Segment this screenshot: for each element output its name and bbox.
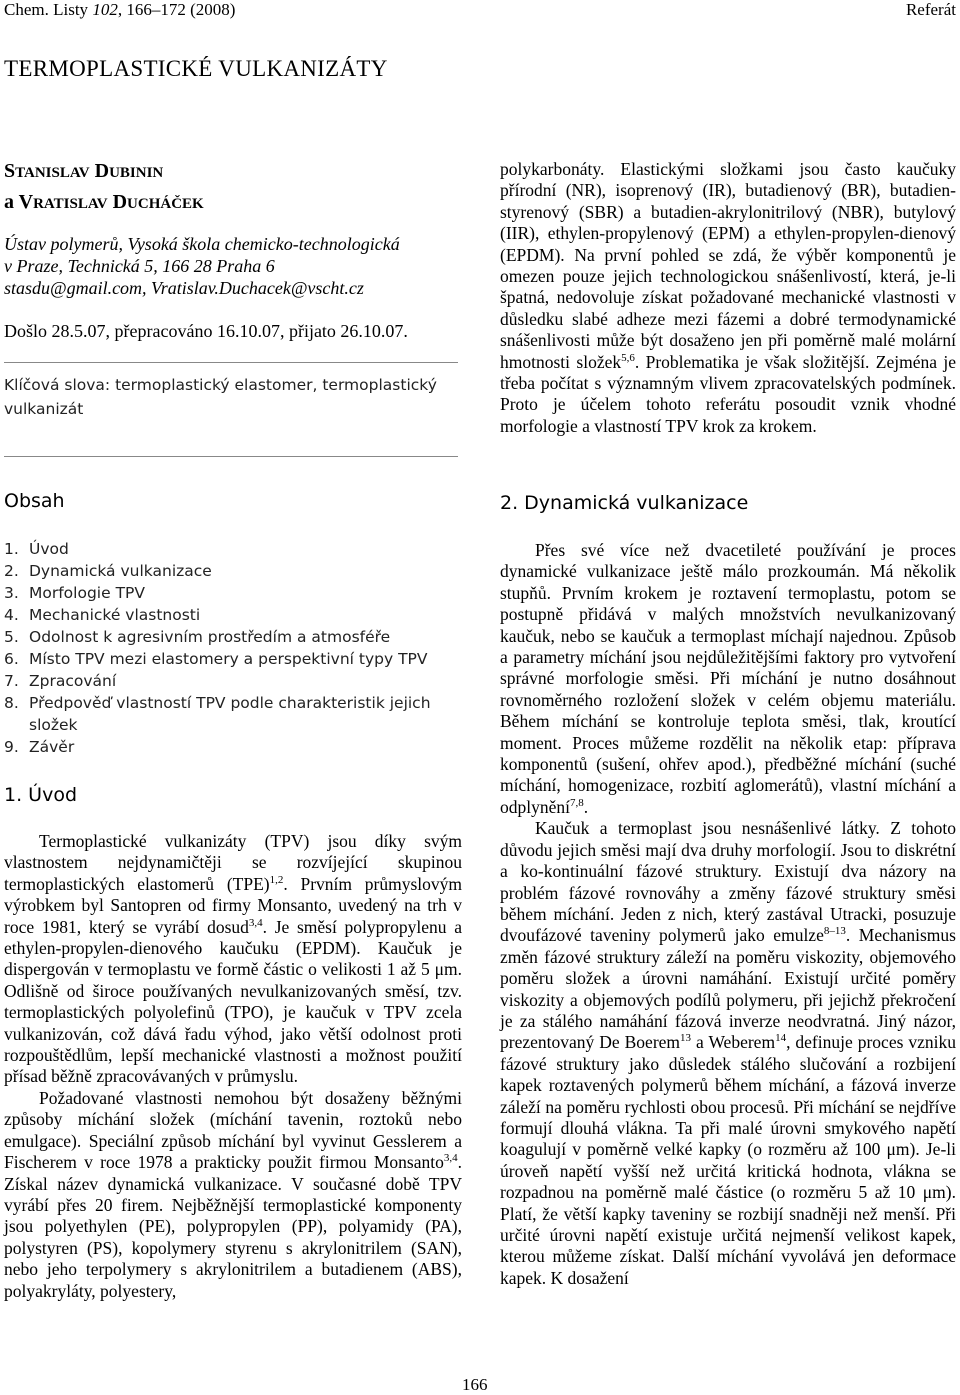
running-header-article-type: Referát: [905, 0, 956, 19]
section-heading-dynamic-vulcanization: 2. Dynamická vulkanizace: [500, 492, 749, 514]
toc-heading: Obsah: [4, 490, 65, 512]
authors-block: [4, 157, 204, 219]
paragraph: Přes své více než dvacetileté používání je proces dynamické vulkanizace ještě málo prozkoumán. Má několik stupňů. Prvním krokem je roztavení termoplastu, potom se postupně přidává v malých množstvích nevulkanizovaný kaučuk, nebo se kaučuk a termoplast míchají najednou. Způsob a parametry míchání jsou nejdůležitějšími faktory pro vytvoření správné morfologie směsi. Při míchání je nutno dosáhnout rovnoměrného rozložení složek v celém objemu materiálu. Během míchání se kontroluje teplota směsi, tlak, kroutící moment. Proces můžeme rozdělit na několik etap: příprava komponentů (sušení, ohřev apod.), předběžné míchání (suché míchání, homogenizace, rozbití aglomerátů), vlastní míchání a odplynění$^{7,8}$.: [500, 540, 956, 817]
paragraph: Kaučuk a termoplast jsou nesnášenlivé látky. Z tohoto důvodu jejich směsi mají dva druhy morfologií. Jsou to diskrétní a ko-kontinuální fázové struktury. Existují dva názory na problém fázové rovnováhy a změny fázové struktury směsi během míchání. Jeden z nich, který zastával Utracki, posuzuje dvoufázové taveniny polymerů jako emulze$^{8-13}$. Mechanismus změn fázové struktury záleží na poměru viskozity, objemového poměru složek a úrovni namáhání. Existují určité poměry viskozity a objemových podílů polymeru, při jejichž překročení je za stálého namáhání fázová inverze neodvratná. Jiný názor, prezentovaný De Boerem$^{13}$ a Weberem$^{14}$, definuje proces vzniku fázové struktury jako důsledek stálého slučování a rozbijení kapek roztavených polymerů během míchání, a fázová inverze záleží na poměru rychlosti obou procesů. Při míchání se nejdříve formují dlouhá vlákna. Ta při malé úrovni smykového napětí koagulují v poměrně velké kapky (o rozměru až 100 μm). Je-li úroveň napětí vyšší než určitá kritická hodnota, vlákna se rozpadnou na poměrně malé částice (o rozměru 5 až 10 μm). Platí, že větší kapky taveniny se rozbijí snadněji než menší. Při určité úrovni napětí existuje určitá nejmenší velikost kapek, kterou můžeme získat. Další míchání vyvolává jen deformace kapek. K dosažení: [500, 818, 957, 1288]
toc-item: 4. Mechanické vlastnosti: [4, 606, 201, 624]
volume-number: 102: [92, 0, 118, 19]
toc-item: 3. Morfologie TPV: [4, 584, 145, 602]
keywords: Klíčová slova: termoplastický elastomer, termoplastický vulkanizát: [4, 376, 437, 418]
toc-item: 6. Místo TPV mezi elastomery a perspektivní typy TPV: [4, 650, 428, 668]
toc-item: 8. Předpověď vlastností TPV podle charakteristik jejich složek: [4, 694, 431, 734]
toc-item: 2. Dynamická vulkanizace: [4, 562, 212, 580]
paragraph: polykarbonáty. Elastickými složkami jsou často kaučuky přírodní (NR), isoprenový (IR), butadienový (BR), butadien-styrenový (SBR) a butadien-akrylonitrilový (NBR), butylový (IIR), ethylen-propylenový (EPM) a ethylen-propylen-dienový (EPDM). Na první pohled se zdá, že výběr komponentů je omezen pouze jejich technologickou snášenlivostí, která, je-li špatná, nedovoluje získat požadované mechanické vlastnosti v důsledku slabé adheze mezi fázemi a dobré termodynamické snášenlivosti může být dosaženo jen při poměrně malé molární hmotnosti složek$^{5,6}$. Problematika je však složitější. Zejména je třeba počítat s významným vlivem zpracovatelských podmínek. Proto je účelem tohoto referátu posoudit vznik vhodné morfologie a vlastností TPV krok za krokem.: [500, 159, 956, 436]
intro-text-column: [4, 831, 462, 1302]
toc-item: 5. Odolnost k agresivním prostředím a atmosféře: [4, 628, 391, 646]
toc-item: 7. Zpracování: [4, 672, 117, 690]
section-heading-intro: 1. Úvod: [4, 784, 78, 806]
intro-text-continued: [500, 159, 956, 437]
author-2: a VRATISLAV DUCHÁČEK: [4, 191, 204, 213]
article-title: TERMOPLASTICKÉ VULKANIZÁTY: [4, 56, 388, 81]
toc-item: 9. Závěr: [4, 738, 75, 756]
dynamic-vulcanization-text: [500, 540, 956, 1289]
toc-item: 1. Úvod: [4, 540, 69, 558]
affiliation-emails: stasdu@gmail.com, Vratislav.Duchacek@vscht.cz: [4, 278, 364, 298]
paragraph: Termoplastické vulkanizáty (TPV) jsou díky svým vlastnostem nejdynamičtěji se rozvíjející skupinou termoplastických elastomerů (TPE)$^{1,2}$. Prvním průmyslovým výrobkem byl Santopren od firmy Monsanto, uvedený na trh v roce 1981, který se vyrábí dosud$^{3,4}$. Je směsí polypropylenu a ethylen-propylen-dienového kaučuku (EPDM). Kaučuk je dispergován v termoplastu ve formě částic o velikosti 1 až 5 μm. Odlišně od široce používaných nevulkanizovaných směsí, tzv. termoplastických polyolefinů (TPO), je kaučuk v TPV zcela vulkanizován, což dává řadu výhod, jako větší odolnost proti rozpouštědlům, lepší mechanické vlastnosti a možnost použití přísad běžně zpracovávaných v průmyslu.: [4, 831, 463, 1087]
running-header-journal: Chem. Listy 102, 166–172 (2008): [4, 0, 236, 19]
divider: [4, 456, 458, 457]
affiliation-line: Ústav polymerů, Vysoká škola chemicko-technologická: [4, 234, 400, 254]
received-dates: Došlo 28.5.07, přepracováno 16.10.07, přijato 26.10.07.: [4, 321, 408, 341]
page-number: 166: [462, 1375, 488, 1394]
table-of-contents: [4, 538, 464, 758]
affiliation: [4, 233, 474, 299]
divider: [4, 362, 458, 363]
author-1: STANISLAV DUBININ: [4, 160, 164, 182]
affiliation-line: v Praze, Technická 5, 166 28 Praha 6: [4, 256, 275, 276]
paragraph: Požadované vlastnosti nemohou být dosaženy běžnými způsoby míchání složek (míchání tavenin, roztoků nebo emulgace). Speciální způsob míchání byl vyvinut Gesslerem a Fischerem v roce 1978 a prakticky použit firmou Monsanto$^{3,4}$. Získal název dynamická vulkanizace. V současné době TPV vyrábí přes 20 firem. Nejběžnější termoplastické komponenty jsou polyethylen (PE), polypropylen (PP), polyamidy (PA), polystyren (PS), kopolymery styrenu s akrylonitrilem (SAN), nebo jeho terpolymery s akrylonitrilem a butadienem (ABS), polyakryláty, polyestery,: [4, 1087, 462, 1301]
